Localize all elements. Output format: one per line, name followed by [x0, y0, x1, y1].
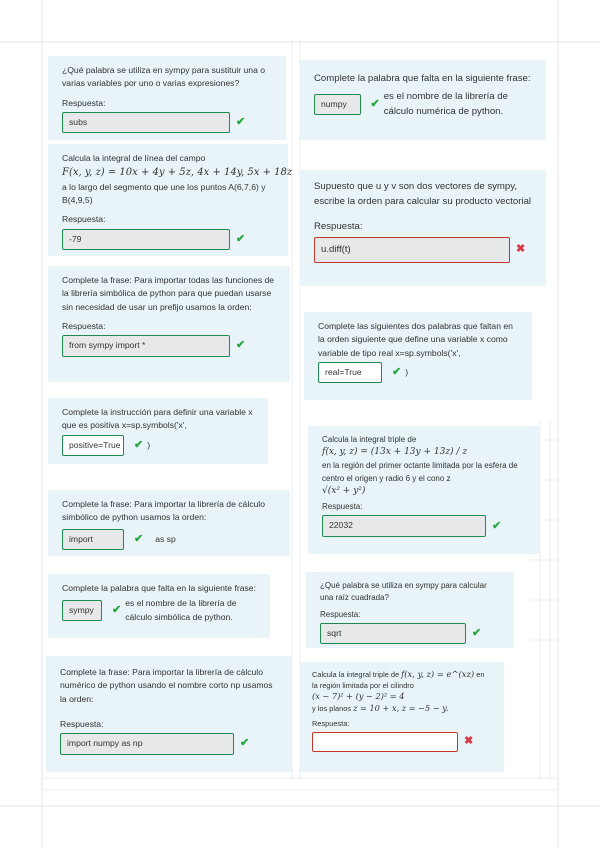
check-icon: ✔	[370, 98, 380, 111]
question-card-triple-integral-sphere	[308, 426, 540, 554]
answer-field[interactable]: u.diff(t)	[314, 237, 510, 264]
cross-icon: ✖	[516, 243, 526, 256]
answer-label: Respuesta:	[312, 719, 350, 729]
check-icon: ✔	[240, 737, 250, 750]
question-card-line-integral	[48, 144, 293, 256]
question-card-real-symbol	[304, 312, 532, 400]
question-text: Complete la frase: Para importar todas las funciones de la librería simbólica de python para que puedan usarse sin necesidad de usar un prefijo usamos la orden:	[62, 275, 275, 312]
suffix-text: as sp	[155, 533, 176, 544]
formula: f(x, y, z) = (13x + 13y + 13z) / z	[322, 447, 468, 458]
question-card-import-sympy	[48, 490, 290, 556]
check-icon: ✔	[492, 519, 502, 532]
answer-field[interactable]: sympy	[62, 600, 102, 621]
answer-field[interactable]: real=True	[318, 362, 382, 383]
check-icon: ✔	[392, 366, 402, 379]
question-card-subs	[48, 56, 286, 140]
answer-label: Respuesta:	[320, 609, 361, 619]
check-icon: ✔	[134, 438, 144, 451]
check-icon: ✔	[236, 232, 246, 245]
formula: F(x, y, z) = 10x + 4y + 5z, 4x + 14y, 5x + 18z	[62, 167, 293, 179]
question-card-import-numpy	[46, 656, 292, 772]
answer-field[interactable]: positive=True	[62, 435, 124, 456]
question-text-continued: en la región del primer octante limitada por la esfera de centro el origen y radio 6 y el cono z	[322, 461, 518, 483]
check-icon: ✔	[236, 116, 246, 129]
cross-icon: ✖	[464, 735, 474, 748]
question-card-sqrt	[306, 572, 514, 648]
question-text: Complete la instrucción para definir una variable x que es positiva x=sp.symbols('x',	[62, 407, 253, 431]
question-text: Complete la frase: Para importar la librería de cálculo numérico de python usando el nombre corto np usamos la orden:	[60, 667, 273, 704]
answer-label: Respuesta:	[62, 97, 106, 108]
answer-field[interactable]: sqrt	[320, 623, 466, 644]
question-text: ¿Qué palabra se utiliza en sympy para calcular una raíz cuadrada?	[320, 581, 487, 603]
question-text: Complete la palabra que falta en la siguiente frase:	[314, 73, 531, 84]
answer-field[interactable]: numpy	[314, 94, 361, 115]
answer-field[interactable]	[312, 732, 458, 752]
question-text: Calcula la integral triple de	[322, 435, 417, 444]
question-text: ¿Qué palabra se utiliza en sympy para sustituir una o varias variables por uno o varias expresiones?	[62, 65, 266, 89]
question-text: Calcula la integral triple de	[312, 670, 400, 679]
answer-label: Respuesta:	[314, 220, 363, 232]
answer-field[interactable]: import	[62, 529, 124, 550]
check-icon: ✔	[134, 532, 144, 545]
check-icon: ✔	[236, 339, 246, 352]
question-text: Supuesto que u y v son dos vectores de sympy, escribe la orden para calcular su producto vectorial	[314, 181, 532, 207]
check-icon: ✔	[472, 627, 482, 640]
question-text: Complete la frase: Para importar la librería de cálculo simbólico de python usamos la orden:	[62, 499, 265, 523]
answer-label: Respuesta:	[62, 320, 106, 331]
question-text: Complete las siguientes dos palabras que faltan en la orden siguiente que define una variable x como variable de tipo real x=sp.symbols('x',	[318, 321, 513, 358]
question-text: Calcula la integral de línea del campo	[62, 153, 206, 163]
answer-label: Respuesta:	[322, 502, 363, 512]
question-text: Complete la palabra que falta en la siguiente frase:	[62, 583, 256, 593]
closing-paren: )	[147, 439, 151, 450]
planes-formula: z = 10 + x, z = −5 − y.	[353, 703, 449, 714]
cone-formula: √(x² + y²)	[322, 486, 366, 497]
formula: f(x, y, z) = e^(xz)	[401, 669, 475, 679]
sentence-after: es el nombre de la librería de cálculo numérica de python.	[383, 90, 508, 117]
question-card-positive-symbol	[48, 398, 268, 464]
answer-label: Respuesta:	[60, 718, 104, 729]
answer-field[interactable]: import numpy as np	[60, 733, 234, 754]
check-icon: ✔	[112, 604, 122, 617]
cylinder-formula: (x − 7)² + (y − 2)² = 4	[312, 691, 405, 702]
answer-field[interactable]: from sympy import *	[62, 335, 230, 356]
question-card-sympy-name	[48, 574, 270, 638]
closing-paren: )	[405, 366, 409, 377]
answer-field[interactable]: subs	[62, 112, 230, 133]
answer-field[interactable]: -79	[62, 229, 230, 250]
question-text-mid: en la región limitada por el cilindro	[312, 670, 485, 690]
question-card-cross-product	[300, 170, 546, 286]
question-card-triple-integral-cylinder	[300, 662, 504, 772]
question-card-numpy	[300, 60, 546, 140]
answer-field[interactable]: 22032	[322, 515, 486, 536]
question-text-continued: y los planos	[312, 704, 352, 714]
answer-label: Respuesta:	[62, 214, 106, 225]
question-text-continued: a lo largo del segmento que une los puntos A(6,7,6) y B(4,9,5)	[62, 181, 266, 206]
question-card-import-all	[48, 266, 290, 382]
sentence-after: es el nombre de la librería de cálculo simbólica de python.	[125, 598, 237, 622]
